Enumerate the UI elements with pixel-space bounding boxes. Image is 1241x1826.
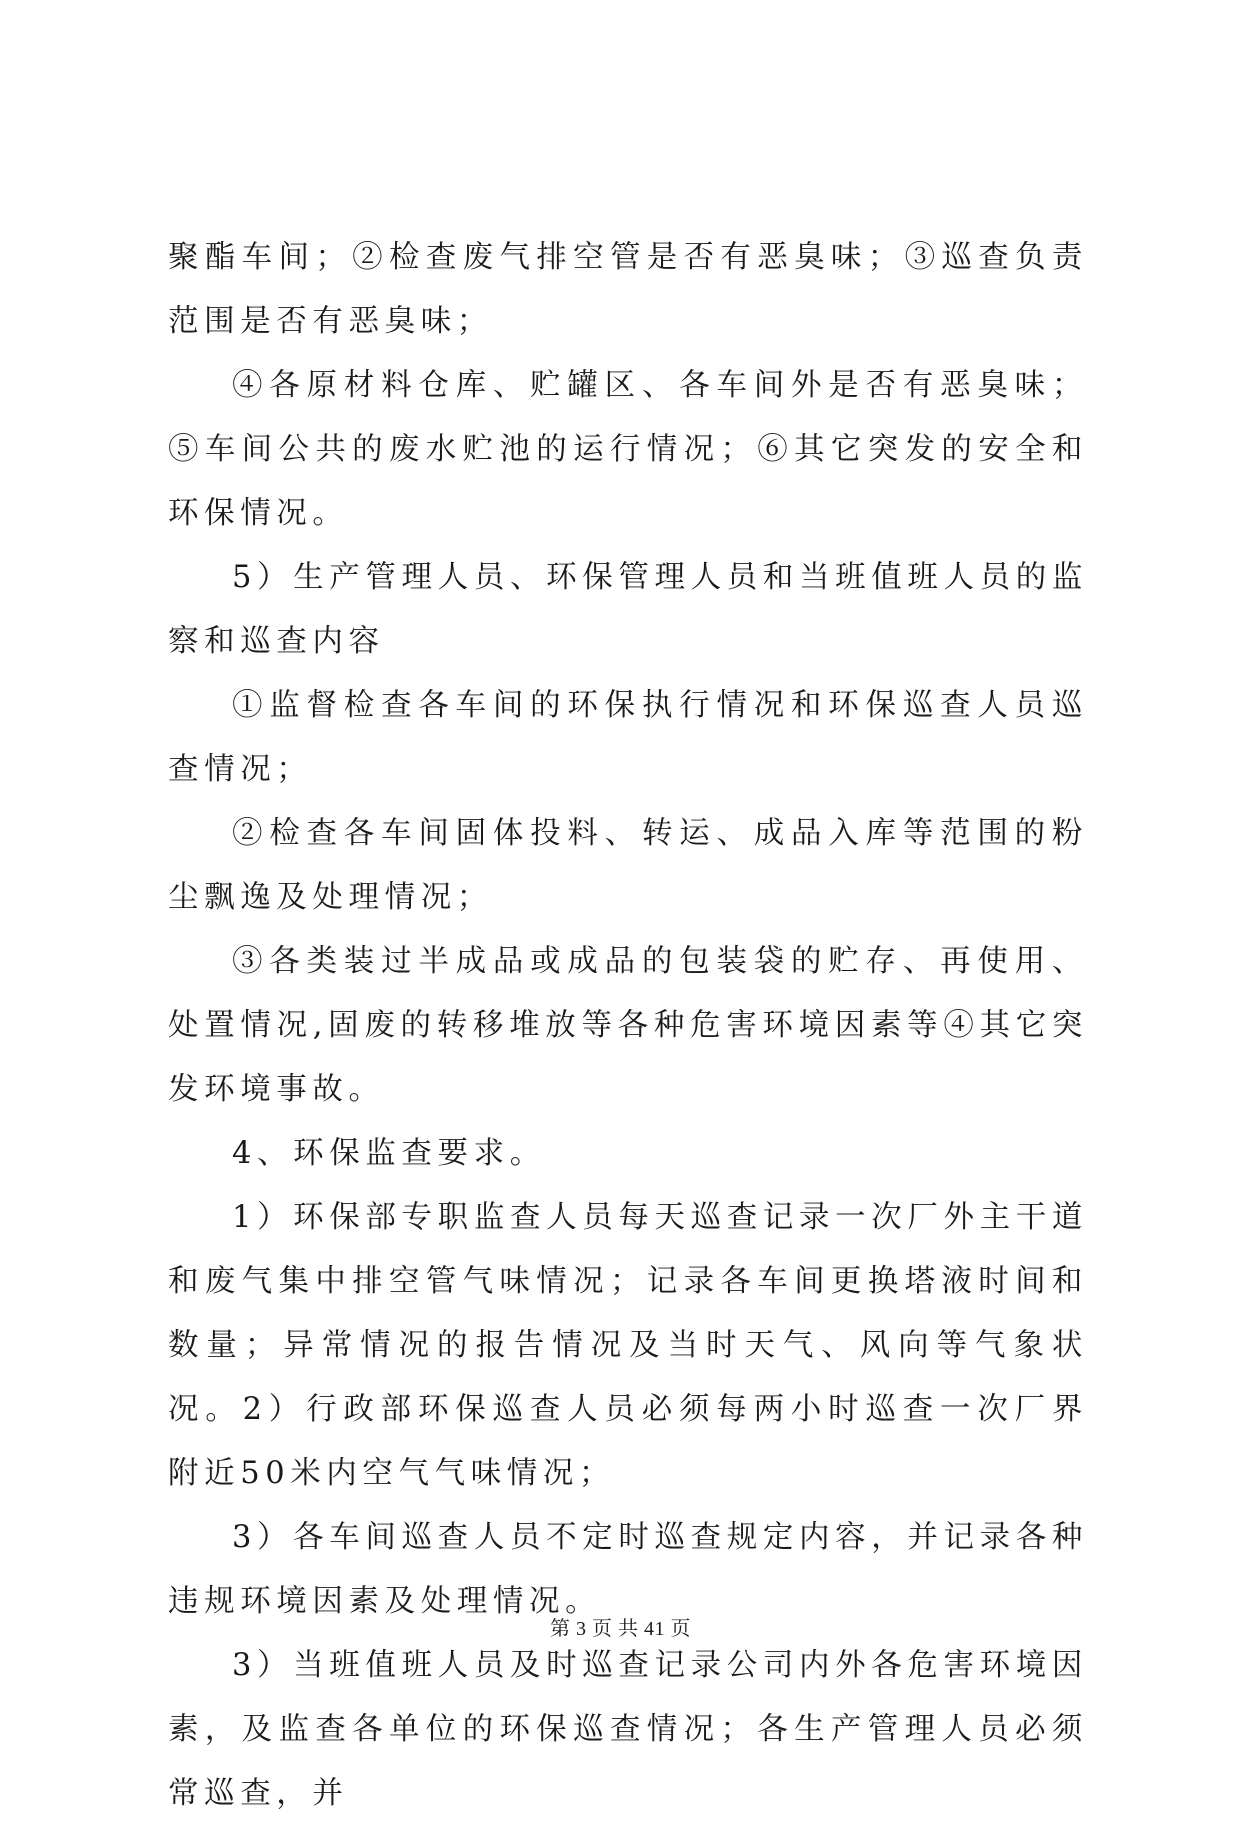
page-number-footer: 第 3 页 共 41 页 xyxy=(550,1618,691,1640)
paragraph-section-5-heading: 5）生产管理人员、环保管理人员和当班值班人员的监察和巡查内容 xyxy=(168,560,1088,659)
paragraph-inspection-items: ④各原材料仓库、贮罐区、各车间外是否有恶臭味；⑤车间公共的废水贮池的运行情况；⑥其它突发的安全和环保情况。 xyxy=(168,368,1088,531)
document-body xyxy=(168,226,1088,1826)
paragraph-item-2: ②检查各车间固体投料、转运、成品入库等范围的粉尘飘逸及处理情况； xyxy=(168,816,1088,915)
paragraph-requirement-1: 1）环保部专职监查人员每天巡查记录一次厂外主干道和废气集中排空管气味情况；记录各车间更换塔液时间和数量；异常情况的报告情况及当时天气、风向等气象状况。2）行政部环保巡查人员必须每两小时巡查一次厂界附近50米内空气气味情况； xyxy=(168,1200,1088,1491)
paragraph-item-1: ①监督检查各车间的环保执行情况和环保巡查人员巡查情况； xyxy=(168,688,1088,787)
paragraph-item-3: ③各类装过半成品或成品的包装袋的贮存、再使用、处置情况,固废的转移堆放等各种危害环境因素等④其它突发环境事故。 xyxy=(168,944,1088,1107)
paragraph-requirement-3a: 3）各车间巡查人员不定时巡查规定内容，并记录各种违规环境因素及处理情况。 xyxy=(168,1520,1088,1619)
paragraph-continuation: 聚酯车间；②检查废气排空管是否有恶臭味；③巡查负责范围是否有恶臭味； xyxy=(168,240,1088,339)
paragraph-requirement-3b: 3）当班值班人员及时巡查记录公司内外各危害环境因素，及监查各单位的环保巡查情况；各生产管理人员必须常巡查，并 xyxy=(168,1648,1088,1811)
paragraph-section-4-heading: 4、环保监查要求。 xyxy=(232,1136,546,1171)
